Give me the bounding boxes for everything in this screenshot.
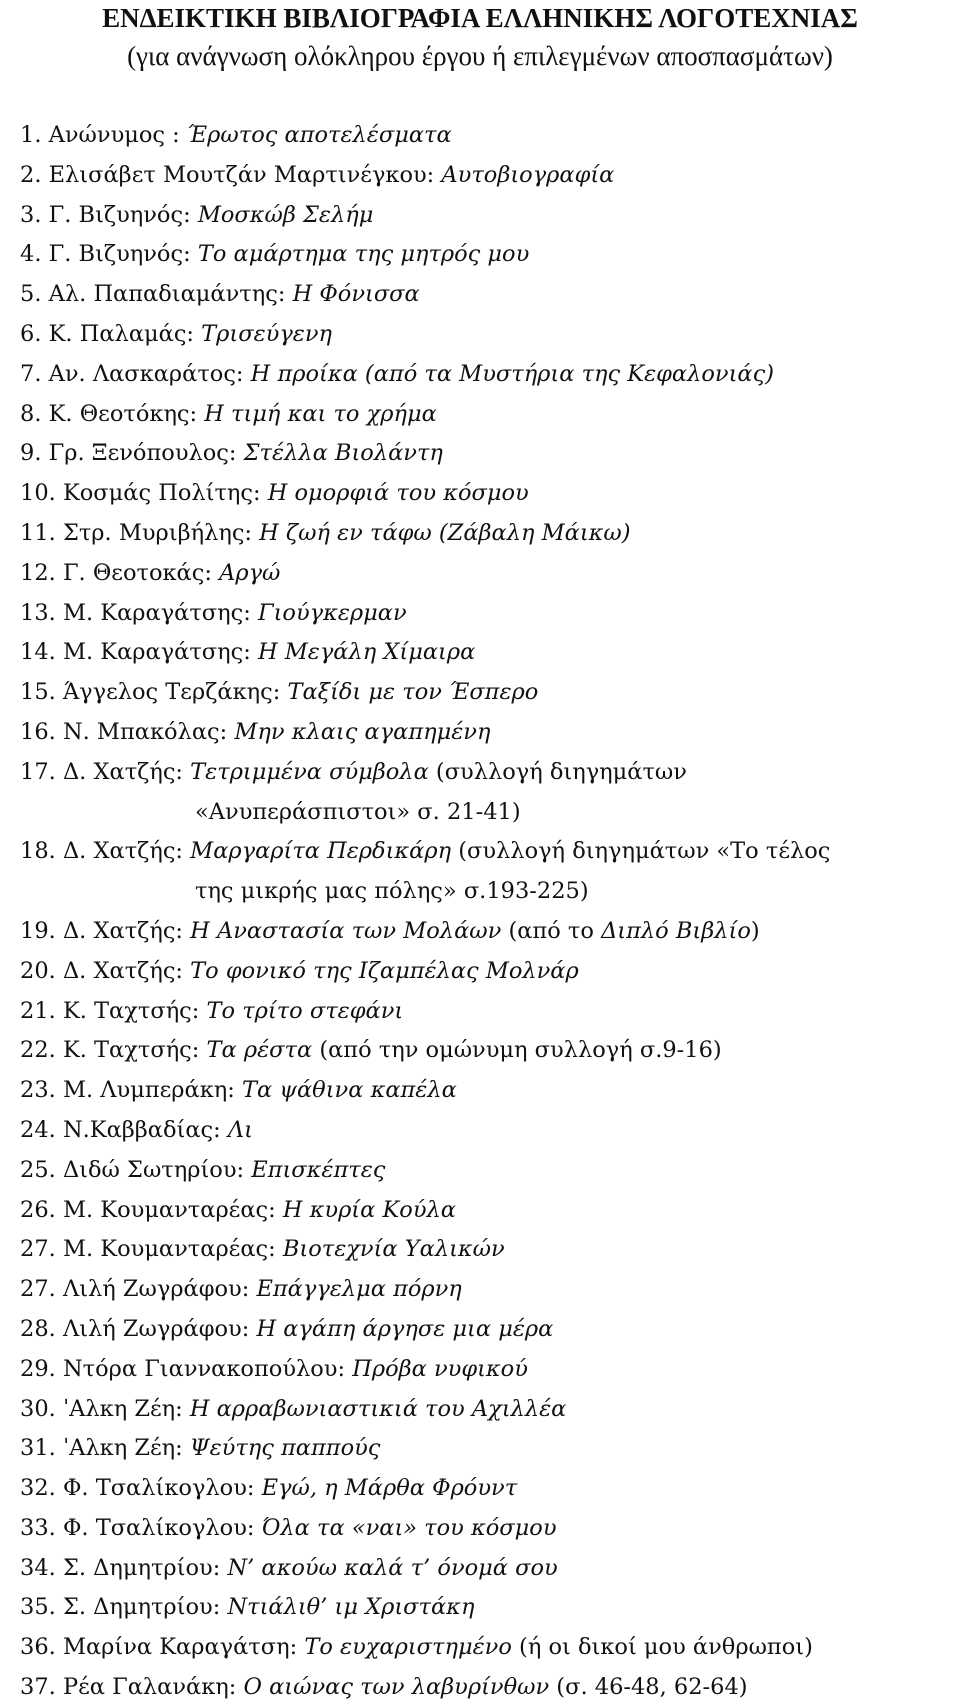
list-item xyxy=(20,1429,950,1469)
item-work-title: Ψεύτης παππούς xyxy=(189,1435,381,1462)
item-work-title: Το φονικό της Ιζαμπέλας Μολνάρ xyxy=(190,957,579,984)
item-number: 25. xyxy=(20,1156,63,1183)
item-work-title-2: Διπλό Βιβλίο xyxy=(601,917,751,944)
item-author: Δ. Χατζής: xyxy=(62,838,191,865)
item-number: 15. xyxy=(20,679,63,706)
item-number: 37. xyxy=(20,1674,63,1701)
list-item xyxy=(20,1469,950,1509)
item-note-2: ) xyxy=(750,917,760,944)
item-work-title: Λι xyxy=(227,1116,253,1143)
item-work-title: Ο αιώνας των λαβυρίνθων xyxy=(243,1674,550,1701)
item-number: 29. xyxy=(20,1355,63,1382)
item-note: (συλλογή διηγημάτων «Το τέλος xyxy=(451,838,831,865)
item-work-title: Επάγγελμα πόρνη xyxy=(256,1276,462,1303)
list-item xyxy=(20,1031,950,1071)
list-item xyxy=(20,1509,950,1549)
item-author: Διδώ Σωτηρίου: xyxy=(62,1156,252,1183)
item-number: 27. xyxy=(20,1276,63,1303)
list-item xyxy=(20,673,950,713)
list-item xyxy=(20,1549,950,1589)
item-work-title: Μην κλαις αγαπημένη xyxy=(234,718,491,745)
item-number: 14. xyxy=(20,639,63,666)
item-work-title: Η Φόνισσα xyxy=(292,281,420,308)
item-work-title: Το ευχαριστημένο xyxy=(304,1634,512,1661)
list-item xyxy=(20,315,950,355)
item-number: 3. xyxy=(20,201,49,228)
item-author: Δ. Χατζής: xyxy=(62,917,191,944)
list-item xyxy=(20,156,950,196)
item-work-title: Η κυρία Κούλα xyxy=(282,1196,456,1223)
list-item xyxy=(20,1191,950,1231)
item-work-title: Το τρίτο στεφάνι xyxy=(206,997,404,1024)
list-item xyxy=(20,1151,950,1191)
list-item xyxy=(20,434,950,474)
item-author: Γ. Βιζυηνός: xyxy=(48,241,198,268)
page-subtitle: (για ανάγνωση ολόκληρου έργου ή επιλεγμένων αποσπασμάτων) xyxy=(127,41,833,71)
item-author: Μ. Καραγάτσης: xyxy=(62,599,258,626)
list-item xyxy=(20,1230,950,1270)
item-work-title: Τρισεύγενη xyxy=(201,320,333,347)
item-work-title: Η προίκα (από τα Μυστήρια της Κεφαλονιάς) xyxy=(250,360,774,387)
item-author: Γ. Θεοτοκάς: xyxy=(62,559,220,586)
item-number: 22. xyxy=(20,1037,63,1064)
item-number: 10. xyxy=(20,480,63,507)
list-item xyxy=(20,1270,950,1310)
list-item xyxy=(20,1588,950,1628)
item-number: 8. xyxy=(20,400,49,427)
item-number: 6. xyxy=(20,320,49,347)
item-author: Ντόρα Γιαννακοπούλου: xyxy=(62,1355,353,1382)
list-item xyxy=(20,1668,950,1708)
list-item xyxy=(20,1111,950,1151)
list-item xyxy=(20,753,950,793)
item-work-title: Η αρραβωνιαστικιά του Αχιλλέα xyxy=(189,1395,567,1422)
item-work-title: Μοσκώβ Σελήμ xyxy=(197,201,374,228)
item-number: 5. xyxy=(20,281,49,308)
bibliography-list xyxy=(20,116,950,1708)
item-author: Κοσμάς Πολίτης: xyxy=(62,480,268,507)
item-author: Ν.Καββαδίας: xyxy=(62,1116,228,1143)
item-work-title: Στέλλα Βιολάντη xyxy=(243,440,443,467)
list-item xyxy=(20,474,950,514)
item-work-title: Ταξίδι με τον Έσπερο xyxy=(287,679,539,706)
item-author: Μ. Κουμανταρέας: xyxy=(62,1236,283,1263)
list-item xyxy=(20,594,950,634)
item-number: 21. xyxy=(20,997,63,1024)
list-item xyxy=(20,235,950,275)
item-number: 28. xyxy=(20,1315,63,1342)
list-item xyxy=(20,1390,950,1430)
item-author: Αλ. Παπαδιαμάντης: xyxy=(48,281,293,308)
list-item-continuation xyxy=(20,872,950,912)
item-author: Ελισάβετ Μουτζάν Μαρτινέγκου: xyxy=(48,161,442,188)
list-item xyxy=(20,554,950,594)
item-work-title: Η τιμή και το χρήμα xyxy=(204,400,437,427)
list-item xyxy=(20,1310,950,1350)
list-item xyxy=(20,196,950,236)
item-author: Γρ. Ξενόπουλος: xyxy=(48,440,244,467)
item-author: Σ. Δημητρίου: xyxy=(62,1554,228,1581)
item-work-title: Επισκέπτες xyxy=(251,1156,386,1183)
list-item xyxy=(20,992,950,1032)
item-number: 17. xyxy=(20,758,63,785)
item-work-title: Η Μεγάλη Χίμαιρα xyxy=(257,639,476,666)
item-number: 7. xyxy=(20,360,49,387)
item-work-title: Η ομορφιά του κόσμου xyxy=(267,480,529,507)
item-author: Λιλή Ζωγράφου: xyxy=(62,1276,257,1303)
item-number: 23. xyxy=(20,1077,63,1104)
item-work-title: Τα ρέστα xyxy=(206,1037,313,1064)
list-item-continuation xyxy=(20,793,950,833)
item-author: Λιλή Ζωγράφου: xyxy=(62,1315,257,1342)
item-number: 4. xyxy=(20,241,49,268)
item-note: (σ. 46-48, 62-64) xyxy=(549,1674,748,1701)
item-author: ˈΑλκη Ζέη: xyxy=(62,1435,190,1462)
item-work-title: Ντιάλιθ’ ιμ Χριστάκη xyxy=(227,1594,475,1621)
list-item xyxy=(20,832,950,872)
item-author: Δ. Χατζής: xyxy=(62,758,191,785)
item-number: 12. xyxy=(20,559,63,586)
item-work-title: Βιοτεχνία Υαλικών xyxy=(282,1236,505,1263)
list-item xyxy=(20,514,950,554)
list-item xyxy=(20,355,950,395)
item-work-title: Η αγάπη άργησε μια μέρα xyxy=(256,1315,554,1342)
item-number: 2. xyxy=(20,161,49,188)
item-author: Κ. Ταχτσής: xyxy=(62,1037,207,1064)
item-work-title: Τα ψάθινα καπέλα xyxy=(241,1077,457,1104)
item-author: Ρέα Γαλανάκη: xyxy=(62,1674,244,1701)
item-author: Στρ. Μυριβήλης: xyxy=(62,519,260,546)
item-author: Αν. Λασκαράτος: xyxy=(48,360,251,387)
list-item xyxy=(20,1071,950,1111)
item-number: 35. xyxy=(20,1594,63,1621)
item-number: 20. xyxy=(20,957,63,984)
item-author: Μ. Κουμανταρέας: xyxy=(62,1196,283,1223)
item-author: Ανώνυμος : xyxy=(48,122,187,148)
item-author: Μ. Καραγάτσης: xyxy=(62,639,258,666)
item-work-title: Η Αναστασία των Μολάων xyxy=(190,917,502,944)
item-number: 36. xyxy=(20,1634,63,1661)
list-item xyxy=(20,912,950,952)
item-author: Φ. Τσαλίκογλου: xyxy=(62,1475,262,1502)
item-work-title: Όλα τα «ναι» του κόσμου xyxy=(261,1514,557,1541)
item-author: Μαρίνα Καραγάτση: xyxy=(62,1634,305,1661)
item-note: (συλλογή διηγημάτων xyxy=(428,758,687,785)
item-note: (ή οι δικοί μου άνθρωποι) xyxy=(511,1634,813,1661)
item-author: Κ. Ταχτσής: xyxy=(62,997,207,1024)
list-item xyxy=(20,952,950,992)
item-author: Μ. Λυμπεράκη: xyxy=(62,1077,242,1104)
page-title: ΕΝΔΕΙΚΤΙΚΗ ΒΙΒΛΙΟΓΡΑΦΙΑ ΕΛΛΗΝΙΚΗΣ ΛΟΓΟΤΕΧΝΙΑΣ xyxy=(102,3,858,33)
list-item xyxy=(20,395,950,435)
item-author: Σ. Δημητρίου: xyxy=(62,1594,228,1621)
item-author: Γ. Βιζυηνός: xyxy=(48,201,198,228)
item-number: 30. xyxy=(20,1395,63,1422)
item-number: 34. xyxy=(20,1554,63,1581)
list-item xyxy=(20,275,950,315)
item-work-title: Πρόβα νυφικού xyxy=(352,1355,528,1382)
item-author: Ν. Μπακόλας: xyxy=(62,718,235,745)
item-author: Φ. Τσαλίκογλου: xyxy=(62,1514,262,1541)
item-number: 19. xyxy=(20,917,63,944)
list-item xyxy=(20,1628,950,1668)
item-number: 9. xyxy=(20,440,49,467)
item-work-title: Αυτοβιογραφία xyxy=(441,161,615,188)
item-number: 33. xyxy=(20,1514,63,1541)
item-author: ˈΑλκη Ζέη: xyxy=(62,1395,190,1422)
continuation-text: «Ανυπεράσπιστοι» σ. 21-41) xyxy=(195,798,521,825)
item-work-title: Τετριμμένα σύμβολα xyxy=(190,758,429,785)
item-number: 13. xyxy=(20,599,63,626)
list-item xyxy=(20,713,950,753)
item-work-title: Το αμάρτημα της μητρός μου xyxy=(197,241,530,268)
continuation-text: της μικρής μας πόλης» σ.193-225) xyxy=(195,878,589,905)
item-author: Κ. Θεοτόκης: xyxy=(48,400,205,427)
item-work-title: Ν’ ακούω καλά τ’ όνομά σου xyxy=(227,1554,558,1581)
item-work-title: Γιούγκερμαν xyxy=(257,599,407,626)
item-note: (από το xyxy=(501,917,602,944)
list-item xyxy=(20,116,950,156)
item-work-title: Η ζωή εν τάφω (Ζάβαλη Μάικω) xyxy=(259,519,631,546)
item-number: 11. xyxy=(20,519,63,546)
item-number: 18. xyxy=(20,838,63,865)
item-work-title: Αργώ xyxy=(219,559,281,586)
item-author: Δ. Χατζής: xyxy=(62,957,191,984)
item-number: 31. xyxy=(20,1435,63,1462)
item-work-title: Έρωτος αποτελέσματα xyxy=(186,122,452,148)
item-number: 24. xyxy=(20,1116,63,1143)
list-item xyxy=(20,1350,950,1390)
item-number: 32. xyxy=(20,1475,63,1502)
item-author: Άγγελος Τερζάκης: xyxy=(62,679,288,706)
list-item xyxy=(20,633,950,673)
item-number: 27. xyxy=(20,1236,63,1263)
item-number: 26. xyxy=(20,1196,63,1223)
item-number: 16. xyxy=(20,718,63,745)
item-work-title: Μαργαρίτα Περδικάρη xyxy=(190,838,452,865)
item-number: 1. xyxy=(20,122,49,148)
item-author: Κ. Παλαμάς: xyxy=(48,320,202,347)
item-note: (από την ομώνυμη συλλογή σ.9-16) xyxy=(312,1037,722,1064)
item-work-title: Εγώ, η Μάρθα Φρόυντ xyxy=(261,1475,518,1502)
